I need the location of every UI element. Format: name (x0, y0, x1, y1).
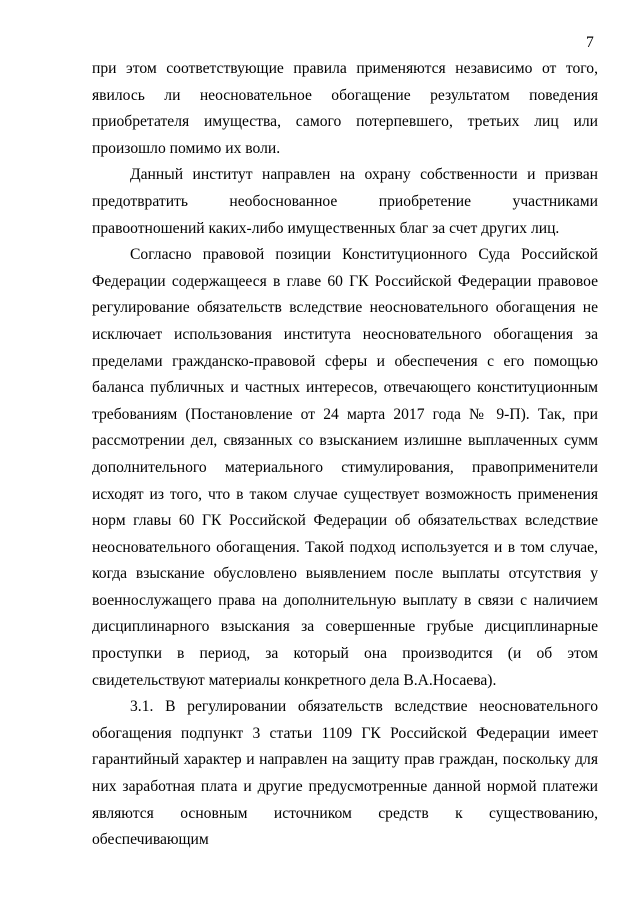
paragraph-constitutional-court-position: Согласно правовой позиции Конституционного Суда Российской Федерации содержащееся в главе 60 ГК Российской Федерации правовое регулирование обязательств вследствие неосновательного обогащения не исключает использования института неосновательного обогащения за пределами гражданско-правовой сферы и обеспечения с его помощью баланса публичных и частных интересов, отвечающего конституционным требованиям (Постановление от 24 марта 2017 года № 9-П). Так, при рассмотрении дел, связанных со взысканием излишне выплаченных сумм дополнительного материального стимулирования, правоприменители исходят из того, что в таком случае существует возможность применения норм главы 60 ГК Российской Федерации об обязательствах вследствие неосновательного обогащения. Такой подход используется и в том случае, когда взыскание обусловлено выявлением после выплаты отсутствия у военнослужащего права на дополнительную выплату в связи с наличием дисциплинарного взыскания за совершенные грубые дисциплинарные проступки в период, за который она производится (и об этом свидетельствуют материалы конкретного дела В.А.Носаева). (92, 246, 598, 689)
paragraph-section-3-1: 3.1. В регулировании обязательств вследствие неосновательного обогащения подпункт 3 статьи 1109 ГК Российской Федерации имеет гарантийный характер и направлен на защиту прав граждан, поскольку для них заработная плата и другие предусмотренные данной нормой платежи являются основным источником средств к существованию, обеспечивающим (92, 698, 598, 849)
paragraph-institute-purpose: Данный институт направлен на охрану собственности и призван предотвратить необоснованное приобретение участниками правоотношений каких-либо имущественных благ за счет других лиц. (92, 166, 598, 237)
paragraph-continuation: при этом соответствующие правила применяются независимо от того, явилось ли неосновательное обогащение результатом поведения приобретателя имущества, самого потерпевшего, третьих лиц или произошло помимо их воли. (92, 60, 598, 157)
page-number: 7 (586, 34, 594, 51)
body-text (92, 56, 598, 854)
